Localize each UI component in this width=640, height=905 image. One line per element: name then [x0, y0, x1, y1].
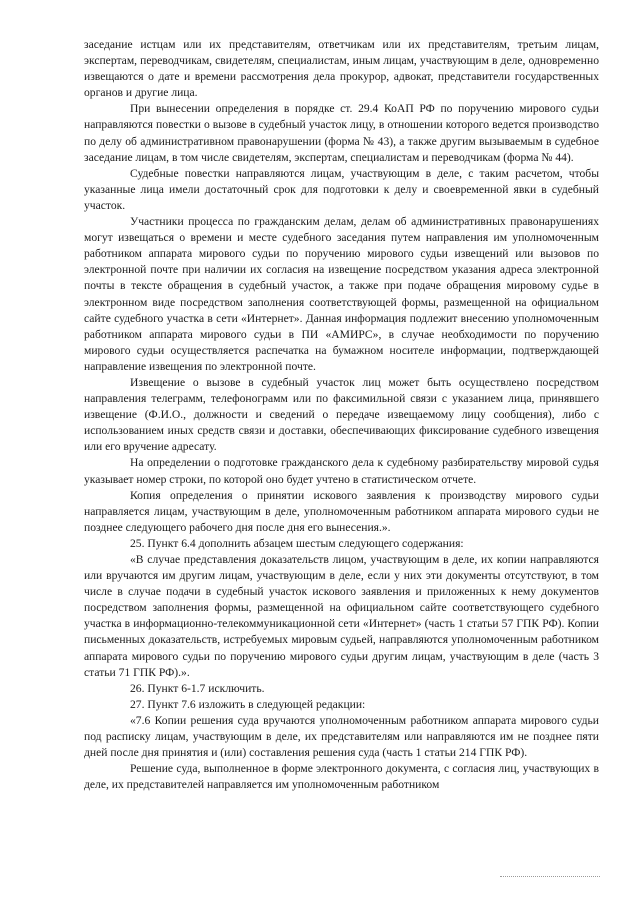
paragraph: Решение суда, выполненное в форме электронного документа, с согласия лиц, участвующих в деле, их представителей направляется им уполномоченным работником	[84, 762, 599, 792]
paragraph: При вынесении определения в порядке ст. 29.4 КоАП РФ по поручению мирового судьи направляются повестки о вызове в судебный участок лицу, в отношении которого ведется производство по делу об административном правонарушении (форма № 43), а также другим вызываемым в судебное заседание лицам, в том числе свидетелям, экспертам, специалистам и переводчикам (форма № 44).	[84, 102, 599, 164]
paragraph: «В случае представления доказательств лицом, участвующим в деле, их копии направляются или вручаются им другим лицам, участвующим в деле, если у них эти документы отсутствуют, в том числе в случае подачи в судебный участок искового заявления и приложенных к нему документов посредством заполнения формы, размещенной на официальном сайте соответствующего судебного участка в информационно-телекоммуникационной сети «Интернет» (часть 1 статьи 57 ГПК РФ). Копии письменных доказательств, истребуемых мировым судьей, направляются уполномоченным работником аппарата мирового судьи по поручению мирового судьи другим лицам, участвующим в деле (часть 3 статьи 71 ГПК РФ).».	[84, 553, 599, 679]
paragraph: Судебные повестки направляются лицам, участвующим в деле, с таким расчетом, чтобы указанные лица имели достаточный срок для подготовки к делу и своевременной явки в судебный участок.	[84, 166, 599, 212]
paragraph: 27. Пункт 7.6 изложить в следующей редакции:	[130, 697, 366, 711]
paragraph: заседание истцам или их представителям, ответчикам или их представителям, третьим лицам, экспертам, переводчикам, свидетелям, специалистам, иным лицам, участвующим в деле, одновременно извещаются о дате и времени рассмотрения дела прокурор, адвокат, представители государственных органов и другие лица.	[84, 38, 599, 100]
paragraph: 25. Пункт 6.4 дополнить абзацем шестым следующего содержания:	[130, 536, 464, 550]
footer-dotted-line	[500, 876, 600, 877]
paragraph: Участники процесса по гражданским делам, делам об административных правонарушениях могут извещаться о времени и месте судебного заседания путем направления им уполномоченным работником аппарата мирового судьи по поручению мирового судьи извещений или вызовов по электронной почте при наличии их согласия на извещение посредством указания адреса электронной почты в тексте обращения в судебный участок, а также при подаче обращения мировому судье в электронном виде посредством заполнения соответствующей формы, размещенной на официальном сайте судебного участка в сети «Интернет». Данная информация подлежит внесению уполномоченным работником аппарата мирового судьи в ПИ «АМИРС», в случае необходимости по поручению мирового судьи осуществляется распечатка на бумажном носителе информации, подтверждающей направление извещения по электронной почте.	[84, 215, 599, 373]
paragraph: Извещение о вызове в судебный участок лиц может быть осуществлено посредством направления телеграмм, телефонограмм или по факсимильной связи с указанием лица, принявшего извещение (Ф.И.О., должности и сведений о передаче извещаемому лицу сообщения), либо с использованием иных средств связи и доставки, обеспечивающих фиксирование судебного извещения или его вручение адресату.	[84, 375, 599, 454]
paragraph: 26. Пункт 6-1.7 исключить.	[130, 681, 265, 695]
paragraph: Копия определения о принятии искового заявления к производству мирового судьи направляется лицам, участвующим в деле, уполномоченным работником аппарата мирового судьи не позднее следующего рабочего дня после дня его вынесения.».	[84, 488, 599, 534]
document-body	[84, 37, 599, 793]
paragraph: «7.6 Копии решения суда вручаются уполномоченным работником аппарата мирового судьи под расписку лицам, участвующим в деле, их представителям или направляются им не позднее пяти дней после дня принятия и (или) составления решения суда (часть 1 статьи 214 ГПК РФ).	[84, 713, 599, 760]
paragraph: На определении о подготовке гражданского дела к судебному разбирательству мировой судья указывает номер строки, по которой оно будет учтено в статистическом отчете.	[84, 456, 599, 486]
